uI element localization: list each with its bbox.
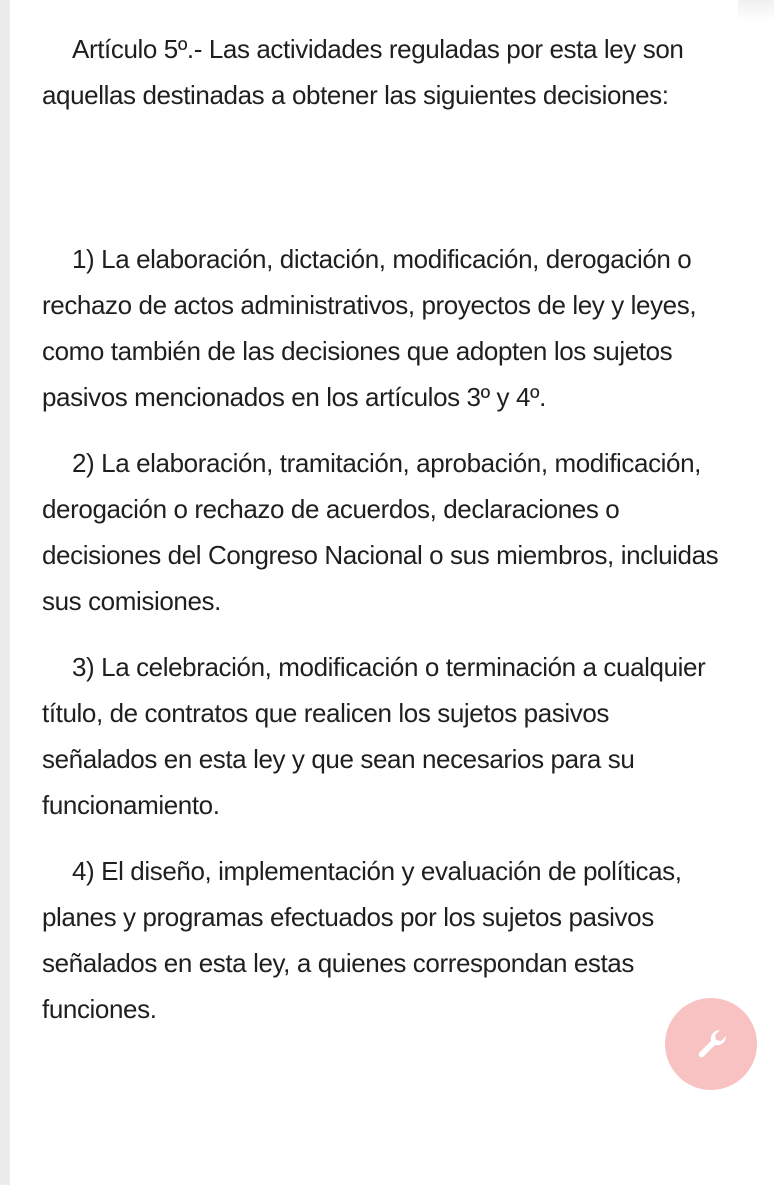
article-intro: Artículo 5º.- Las actividades reguladas por esta ley son aquellas destinadas a obtener las siguientes decisiones: [42,34,684,110]
item-gap [42,624,722,644]
article-item-4: 4) El diseño, implementación y evaluación de políticas, planes y programas efectuados por los sujetos pasivos señalados en esta ley, a quienes correspondan estas funciones. [42,856,682,1024]
wrench-icon [691,1024,731,1064]
top-edge-shadow [738,0,774,22]
item-gap [42,420,722,440]
tools-fab-button[interactable] [665,998,757,1090]
article-item-1: 1) La elaboración, dictación, modificación, derogación o rechazo de actos administrativos, proyectos de ley y leyes, como también de las decisiones que adopten los sujetos pasivos mencionados en los artículos 3º y 4º. [42,244,697,412]
document-page [10,0,774,1185]
article-item-2: 2) La elaboración, tramitación, aprobación, modificación, derogación o rechazo de acuerdos, declaraciones o decisiones del Congreso Nacional o sus miembros, incluidas sus comisiones. [42,448,719,616]
item-gap [42,828,722,848]
section-gap [42,118,722,236]
article-item-3: 3) La celebración, modificación o terminación a cualquier título, de contratos que realicen los sujetos pasivos señalados en esta ley y que sean necesarios para su funcionamiento. [42,652,706,820]
article-content [42,26,722,1032]
